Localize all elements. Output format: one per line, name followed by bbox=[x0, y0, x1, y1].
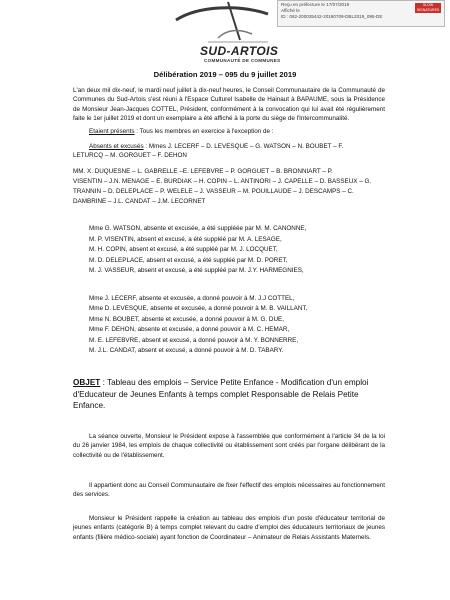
paragraph-1: La séance ouverte, Monsieur le Président expose à l'assemblée que conformément à l'article 34 de la loi du 26 janvier 1984, les emplois de chaque collectivité ou établissement sont créés par l'organe délibérant de la collectivité ou de l'établissement. bbox=[73, 433, 385, 459]
absents-men-3: TRANNIN – D. DELEPLACE – P. WELELE – J. VASSEUR – M. POUILLAUDE – J. DESCAMPS – C. bbox=[73, 188, 354, 195]
suppleant-2: M. P. VISENTIN, absent et excusé, a été suppléé par M. A. LESAGE, bbox=[89, 236, 282, 243]
absents-women-2: LETURCQ – M. GORGUET – F. DEHON bbox=[73, 152, 187, 159]
brand-name: SUD-ARTOIS bbox=[200, 44, 279, 58]
suppleant-4: M. D. DELEPLACE, absent et excusé, a été suppléé par M. D. PORET, bbox=[89, 257, 288, 264]
absents-label: Absents et excusés bbox=[89, 143, 144, 150]
pouvoir-6: M. J.L. CANDAT, absent et excusé, a donné pouvoir à M. D. TABARY. bbox=[89, 347, 284, 354]
presents-line bbox=[89, 127, 404, 136]
absents-line-1 bbox=[89, 142, 404, 151]
objet-label: OBJET bbox=[73, 378, 101, 387]
paragraph-2: Il appartient donc au Conseil Communautaire de fixer l'effectif des emplois nécessaires au fonctionnement des services. bbox=[73, 482, 385, 499]
pouvoir-4: Mme F. DEHON, absente et excusée, a donné pouvoir à M. C. HEMAR, bbox=[89, 326, 290, 333]
absents-men-4: DAMBRINE – J.L. CANDAT – J.M. LECORNET bbox=[73, 198, 206, 205]
suppleant-1: Mme G. WATSON, absente et excusée, a été suppléée par M. M. CANONNE, bbox=[89, 225, 307, 232]
absents-men-1: MM. X. DUQUESNE – L. GABRELLE –E. LEFEBVRE – P. GORGUET – B. BRONNIART – P. bbox=[73, 168, 333, 175]
absents-women-1: : Mmes J. LECERF – D. LEVESQUE – G. WATSON – N. BOUBET – F. bbox=[143, 143, 344, 150]
presents-label: Etaient présents bbox=[89, 128, 135, 135]
brand-subtitle: COMMUNAUTÉ DE COMMUNES bbox=[204, 58, 281, 63]
pouvoir-5: M. E. LEFEBVRE, absent et excusé, a donné pouvoir à M. Y. BONNERRE, bbox=[89, 337, 299, 344]
objet-text: : Tableau des emplois – Service Petite Enfance - Modification d'un emploi d'Educateur de Jeunes Enfants à temps complet Responsable de Relais Petite Enfance. bbox=[73, 378, 369, 411]
deliberation-title: Délibération 2019 – 095 du 9 juillet 2019 bbox=[153, 70, 297, 79]
suppleant-5: M. J. VASSEUR, absent et excusé, a été suppléé par M. J.Y. HARMEGNIES, bbox=[89, 267, 304, 274]
absents-men-2: VISENTIN – J.N. MENAGE – E. BURDIAK – H. COPIN – L. ANTINORI – J. CAPELLE – D. BASSEUX – G. bbox=[73, 178, 372, 185]
stamp-received: Reçu en préfecture le 17/07/2019 bbox=[281, 2, 350, 7]
stamp-id: ID : 062-200035442-20190709-DBL2019_095-DE bbox=[281, 14, 383, 19]
paragraph-3: Monsieur le Président rappelle la création au tableau des emplois d'un poste d'éducateur territorial de jeunes enfants (catégorie B) à temps complet relevant du cadre d'emploi des éducateurs territoriaux de jeunes enfants (filière médico-sociale) ayant fonction de Coordinateur – Animateur de Relais Assistants Maternels. bbox=[73, 515, 385, 541]
presents-text: : Tous les membres en exercice à l'exception de : bbox=[134, 128, 274, 135]
stamp-posted: Affiché le bbox=[281, 8, 300, 13]
objet-block bbox=[73, 377, 385, 412]
prefecture-stamp bbox=[277, 0, 445, 27]
suppleant-3: M. H. COPIN, absent et excusé, a été suppléé par M. J. LOCQUET, bbox=[89, 246, 278, 253]
pouvoir-1: Mme J. LECERF, absente et excusée, a donné pouvoir à M. J.J COTTEL, bbox=[89, 295, 295, 302]
intro-paragraph: L'an deux mil dix-neuf, le mardi neuf juillet à dix-neuf heures, le Conseil Communautaire de la Communauté de Communes du Sud-Artois s'est réuni à l'Espace Culturel Isabelle de Hainaut à BAPAUME, sous la Présidence de Monsieur Jean-Jacques COTTEL, Président, conformément à la convocation qui lui avait été régulièrement faite le 1er juillet 2019 et dont un exemplaire a été affiché à la porte du siège de l'Intercommunalité. bbox=[73, 87, 385, 123]
pouvoir-2: Mme D. LEVESQUE, absente et excusée, a donné pouvoir à M. B. VAILLANT, bbox=[89, 305, 308, 312]
pouvoir-3: Mme N. BOUBET, absente et excusée, a donné pouvoir à M. G. DUE, bbox=[89, 316, 284, 323]
stamp-logo: SLOW SIGNATURES bbox=[416, 3, 440, 12]
